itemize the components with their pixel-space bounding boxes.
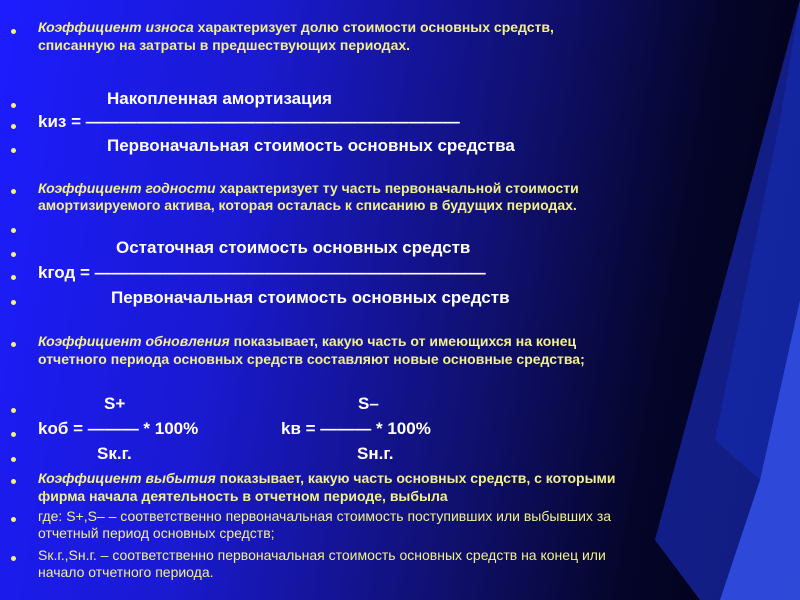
bullet bbox=[11, 124, 16, 129]
note-s-plus-minus-line2: отчетный период основных средств; bbox=[38, 525, 275, 541]
paragraph-fitness-coefficient-line2: амортизируемого актива, которая осталась к списанию в будущих периодах. bbox=[38, 197, 577, 213]
bullet bbox=[11, 29, 16, 34]
formula-kob-denominator: Sк.г. bbox=[97, 444, 132, 463]
text: характеризует долю стоимости основных средств, bbox=[193, 19, 554, 35]
formula-kob-numerator: S+ bbox=[104, 394, 126, 413]
bullet bbox=[11, 228, 16, 233]
formula-kiz-lhs: kиз = —————————————————————— bbox=[38, 112, 460, 131]
bullet bbox=[11, 408, 16, 413]
formula-kv-numerator: S– bbox=[358, 394, 379, 413]
bullet bbox=[11, 432, 16, 437]
bullet bbox=[11, 457, 16, 462]
paragraph-renewal-coefficient-line2: отчетного периода основных средств составляют новые основные средства; bbox=[38, 351, 585, 367]
paragraph-fitness-coefficient-line1 bbox=[38, 180, 579, 196]
paragraph-wear-coefficient-line1 bbox=[38, 19, 554, 35]
formula-kiz-numerator: Накопленная амортизация bbox=[107, 89, 332, 108]
text: показывает, какую часть от имеющихся на конец bbox=[229, 333, 577, 349]
bullet bbox=[11, 342, 16, 347]
text: характеризует ту часть первоначальной стоимости bbox=[215, 180, 579, 196]
term-disposal-coefficient: Коэффициент выбытия bbox=[38, 470, 216, 486]
formula-kv: kв = ——— * 100% bbox=[281, 419, 431, 438]
formula-kiz-denominator: Первоначальная стоимость основных средства bbox=[107, 136, 515, 155]
term-renewal-coefficient: Коэффициент обновления bbox=[38, 333, 230, 349]
bullet bbox=[11, 189, 16, 194]
formula-kgod-numerator: Остаточная стоимость основных средств bbox=[116, 238, 471, 257]
term-wear-coefficient: Коэффициент износа bbox=[38, 19, 194, 35]
formula-kgod-lhs: kгод = ——————————————————————— bbox=[38, 263, 486, 282]
bullet bbox=[11, 479, 16, 484]
bullet bbox=[11, 517, 16, 522]
paragraph-renewal-coefficient-line1 bbox=[38, 333, 576, 349]
note-s-plus-minus-line1: где: S+,S– – соответственно первоначальная стоимость поступивших или выбывших за bbox=[38, 508, 612, 524]
formula-kv-denominator: Sн.г. bbox=[357, 444, 394, 463]
bullet bbox=[11, 148, 16, 153]
formula-kob: kоб = ——— * 100% bbox=[38, 419, 199, 438]
term-fitness-coefficient: Коэффициент годности bbox=[38, 180, 216, 196]
text: показывает, какую часть основных средств, с которыми bbox=[215, 470, 616, 486]
formula-kgod-denominator: Первоначальная стоимость основных средств bbox=[111, 288, 510, 307]
note-sk-sn-line2: начало отчетного периода. bbox=[38, 564, 214, 580]
note-sk-sn-line1: Sк.г.,Sн.г. – соответственно первоначальная стоимость основных средств на конец или bbox=[38, 547, 606, 563]
paragraph-disposal-coefficient-line2: фирма начала деятельность в отчетном периоде, выбыла bbox=[38, 488, 448, 504]
bullet bbox=[11, 103, 16, 108]
bullet bbox=[11, 252, 16, 257]
bullet bbox=[11, 300, 16, 305]
paragraph-disposal-coefficient-line1 bbox=[38, 470, 616, 486]
paragraph-wear-coefficient-line2: списанную на затраты в предшествующих периодах. bbox=[38, 37, 411, 53]
bullet bbox=[11, 275, 16, 280]
bullet bbox=[11, 556, 16, 561]
